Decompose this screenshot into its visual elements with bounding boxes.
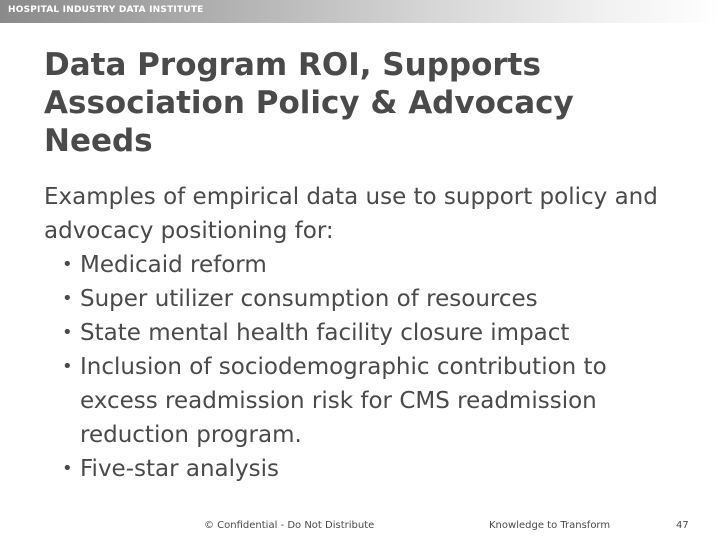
slide-title: Data Program ROI, Supports Association Policy & Advocacy Needs <box>44 47 574 159</box>
bullet-text: Inclusion of sociodemographic contribution to excess readmission risk for CMS readmission reduction program. <box>80 354 607 448</box>
footer-confidential: © Confidential - Do Not Distribute <box>204 520 375 531</box>
header-bar <box>0 0 720 23</box>
bullet-item-five-star <box>44 452 684 486</box>
intro-text: Examples of empirical data use to support policy and advocacy positioning for: <box>44 184 658 244</box>
bullet-text: State mental health facility closure impact <box>80 320 570 346</box>
bullet-text: Super utilizer consumption of resources <box>80 286 538 312</box>
bullet-item-sociodemographic <box>44 350 684 452</box>
bullet-list <box>44 248 684 486</box>
bullet-icon: • <box>62 288 73 309</box>
bullet-text: Five-star analysis <box>80 456 279 482</box>
slide-body <box>44 180 684 486</box>
bullet-item-super-utilizer <box>44 282 684 316</box>
bullet-icon: • <box>62 322 73 343</box>
bullet-item-mental-health-closure <box>44 316 684 350</box>
bullet-icon: • <box>62 254 73 275</box>
footer-tagline: Knowledge to Transform <box>489 520 611 531</box>
bullet-icon: • <box>62 356 73 377</box>
page-number: 47 <box>676 520 689 531</box>
organization-label: HOSPITAL INDUSTRY DATA INSTITUTE <box>8 5 204 15</box>
bullet-item-medicaid-reform <box>44 248 684 282</box>
bullet-icon: • <box>62 458 73 479</box>
bullet-text: Medicaid reform <box>80 252 267 278</box>
